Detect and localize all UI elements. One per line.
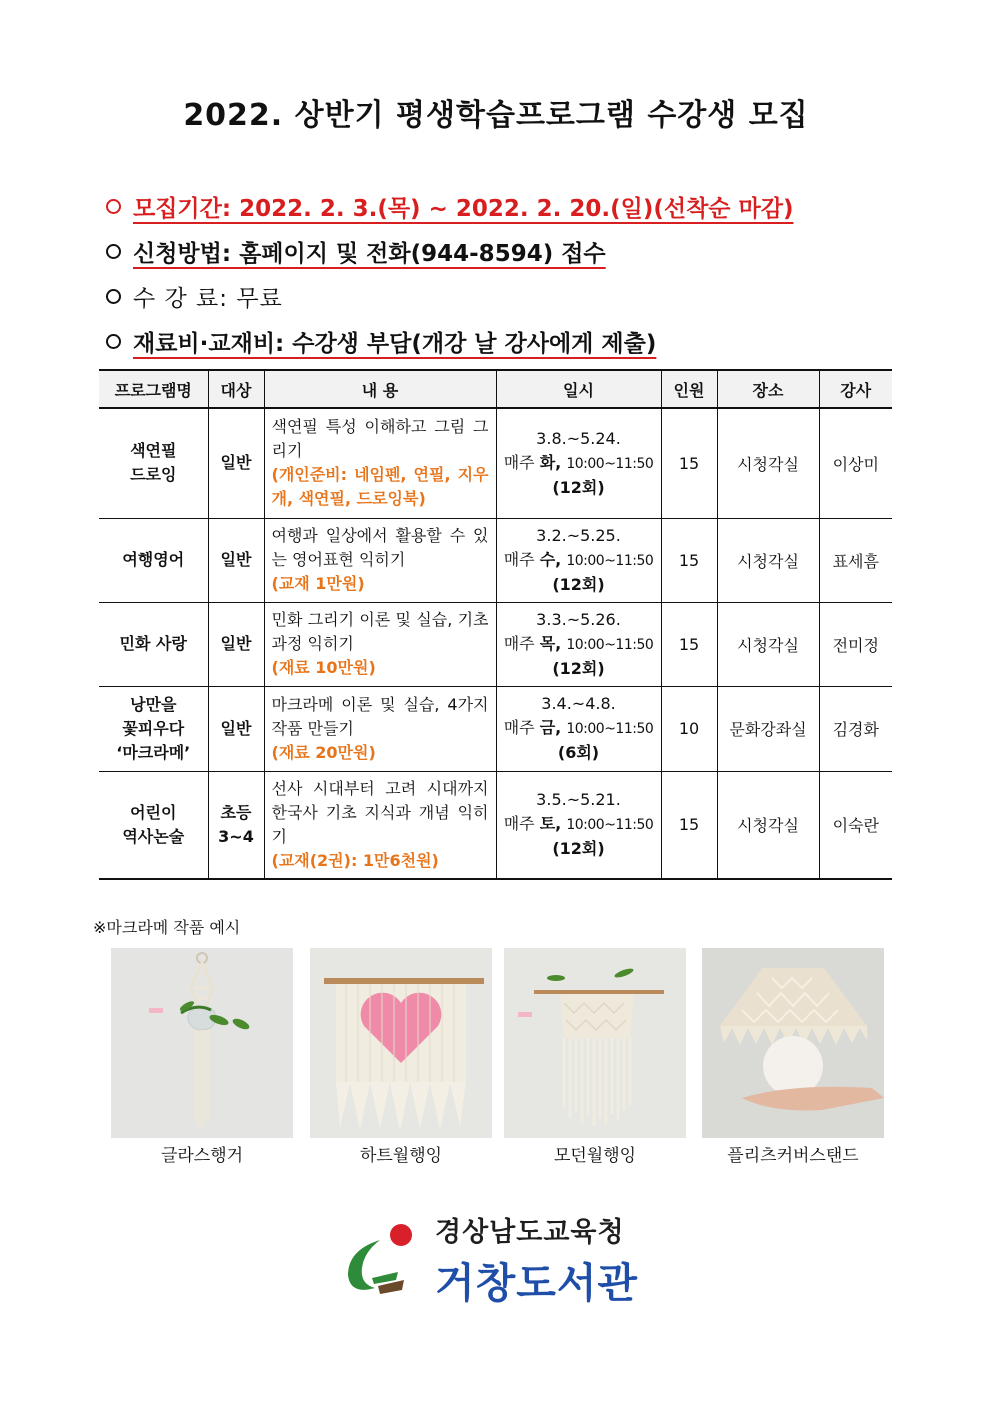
program-teacher: 표세흠 bbox=[819, 518, 892, 602]
program-content: 선사 시대부터 고려 시대까지 한국사 기초 지식과 개념 익히기 (교재(2권): 1만6천원) bbox=[264, 771, 496, 879]
program-note: (교재 1만원) bbox=[271, 574, 365, 593]
program-table bbox=[99, 369, 892, 880]
program-target: 일반 bbox=[208, 686, 264, 771]
program-schedule: 3.2.~5.25. 매주 수, 10:00~11:50 (12회) bbox=[496, 518, 661, 602]
program-capacity: 10 bbox=[661, 686, 717, 771]
program-name: 색연필 드로잉 bbox=[99, 408, 208, 518]
info-text: 신청방법: 홈페이지 및 전화(944-8594) 접수 bbox=[133, 241, 606, 267]
header-place: 장소 bbox=[717, 370, 819, 408]
info-apply-method bbox=[106, 235, 606, 268]
info-recruit-period bbox=[106, 190, 793, 223]
program-target: 일반 bbox=[208, 602, 264, 686]
program-place: 문화강좌실 bbox=[717, 686, 819, 771]
table-header-row bbox=[99, 370, 892, 408]
library-logo bbox=[340, 1210, 660, 1310]
modern-wall-hanging-photo bbox=[504, 948, 686, 1138]
info-text: 수 강 료: 무료 bbox=[133, 286, 283, 312]
program-note: (재료 20만원) bbox=[271, 742, 376, 762]
program-note: (교재(2권): 1만6천원) bbox=[271, 850, 439, 870]
header-content: 내 용 bbox=[264, 370, 496, 408]
program-teacher: 김경화 bbox=[819, 686, 892, 771]
program-schedule: 3.5.~5.21. 매주 토, 10:00~11:50 (12회) bbox=[496, 771, 661, 879]
program-name: 여행영어 bbox=[99, 518, 208, 602]
header-schedule: 일시 bbox=[496, 370, 661, 408]
program-note: (개인준비: 네임펜, 연필, 지우개, 색연필, 드로잉북) bbox=[271, 465, 489, 509]
program-content: 여행과 일상에서 활용할 수 있는 영어표현 익히기 (교재 1만원) bbox=[264, 518, 496, 602]
info-material-cost bbox=[106, 325, 656, 358]
table-row bbox=[99, 408, 892, 518]
program-content: 색연필 특성 이해하고 그림 그리기 (개인준비: 네임펜, 연필, 지우개, 색연필, 드로잉북) bbox=[264, 408, 496, 518]
info-text: 모집기간: 2022. 2. 3.(목) ~ 2022. 2. 20.(일)(선착순 마감) bbox=[133, 196, 794, 222]
program-place: 시청각실 bbox=[717, 602, 819, 686]
header-program: 프로그램명 bbox=[99, 370, 208, 408]
library-name: 거창도서관 bbox=[435, 1259, 639, 1307]
program-capacity: 15 bbox=[661, 518, 717, 602]
program-capacity: 15 bbox=[661, 771, 717, 879]
circle-bullet-icon bbox=[106, 334, 121, 349]
table-row bbox=[99, 518, 892, 602]
example-label: ※마크라메 작품 예시 bbox=[93, 918, 241, 937]
program-target: 일반 bbox=[208, 518, 264, 602]
program-schedule: 3.4.~4.8. 매주 금, 10:00~11:50 (6회) bbox=[496, 686, 661, 771]
example-caption: 하트월행잉 bbox=[359, 1146, 443, 1166]
program-content: 마크라메 이론 및 실습, 4가지 작품 만들기 (재료 20만원) bbox=[264, 686, 496, 771]
table-row bbox=[99, 602, 892, 686]
page-title: 2022. 상반기 평생학습프로그램 수강생 모집 bbox=[183, 98, 809, 133]
example-caption: 글라스행거 bbox=[160, 1146, 244, 1166]
program-schedule: 3.8.~5.24. 매주 화, 10:00~11:50 (12회) bbox=[496, 408, 661, 518]
circle-bullet-icon bbox=[106, 244, 121, 259]
header-teacher: 강사 bbox=[819, 370, 892, 408]
program-capacity: 15 bbox=[661, 602, 717, 686]
table-row bbox=[99, 686, 892, 771]
program-place: 시청각실 bbox=[717, 518, 819, 602]
glass-hanger-photo bbox=[111, 948, 293, 1138]
circle-bullet-icon bbox=[106, 199, 121, 214]
table-row bbox=[99, 771, 892, 879]
program-target: 일반 bbox=[208, 408, 264, 518]
program-teacher: 전미정 bbox=[819, 602, 892, 686]
header-target: 대상 bbox=[208, 370, 264, 408]
education-office-emblem-icon bbox=[340, 1210, 430, 1310]
program-name: 어린이 역사논술 bbox=[99, 771, 208, 879]
program-capacity: 15 bbox=[661, 408, 717, 518]
program-name: 민화 사랑 bbox=[99, 602, 208, 686]
program-name: 낭만을 꽃피우다 ‘마크라메’ bbox=[99, 686, 208, 771]
program-target: 초등 3~4 bbox=[208, 771, 264, 879]
info-fee bbox=[106, 280, 283, 313]
example-caption: 플리츠커버스탠드 bbox=[727, 1146, 859, 1166]
program-place: 시청각실 bbox=[717, 408, 819, 518]
program-place: 시청각실 bbox=[717, 771, 819, 879]
circle-bullet-icon bbox=[106, 289, 121, 304]
program-note: (재료 10만원) bbox=[271, 658, 376, 677]
program-teacher: 이숙란 bbox=[819, 771, 892, 879]
program-teacher: 이상미 bbox=[819, 408, 892, 518]
header-capacity: 인원 bbox=[661, 370, 717, 408]
heart-wall-hanging-photo bbox=[310, 948, 492, 1138]
info-text: 재료비·교재비: 수강생 부담(개강 날 강사에게 제출) bbox=[133, 331, 657, 357]
program-schedule: 3.3.~5.26. 매주 목, 10:00~11:50 (12회) bbox=[496, 602, 661, 686]
program-content: 민화 그리기 이론 및 실습, 기초과정 익히기 (재료 10만원) bbox=[264, 602, 496, 686]
pleats-cover-stand-photo bbox=[702, 948, 884, 1138]
education-office-name: 경상남도교육청 bbox=[435, 1217, 625, 1248]
example-caption: 모던월행잉 bbox=[553, 1146, 637, 1166]
